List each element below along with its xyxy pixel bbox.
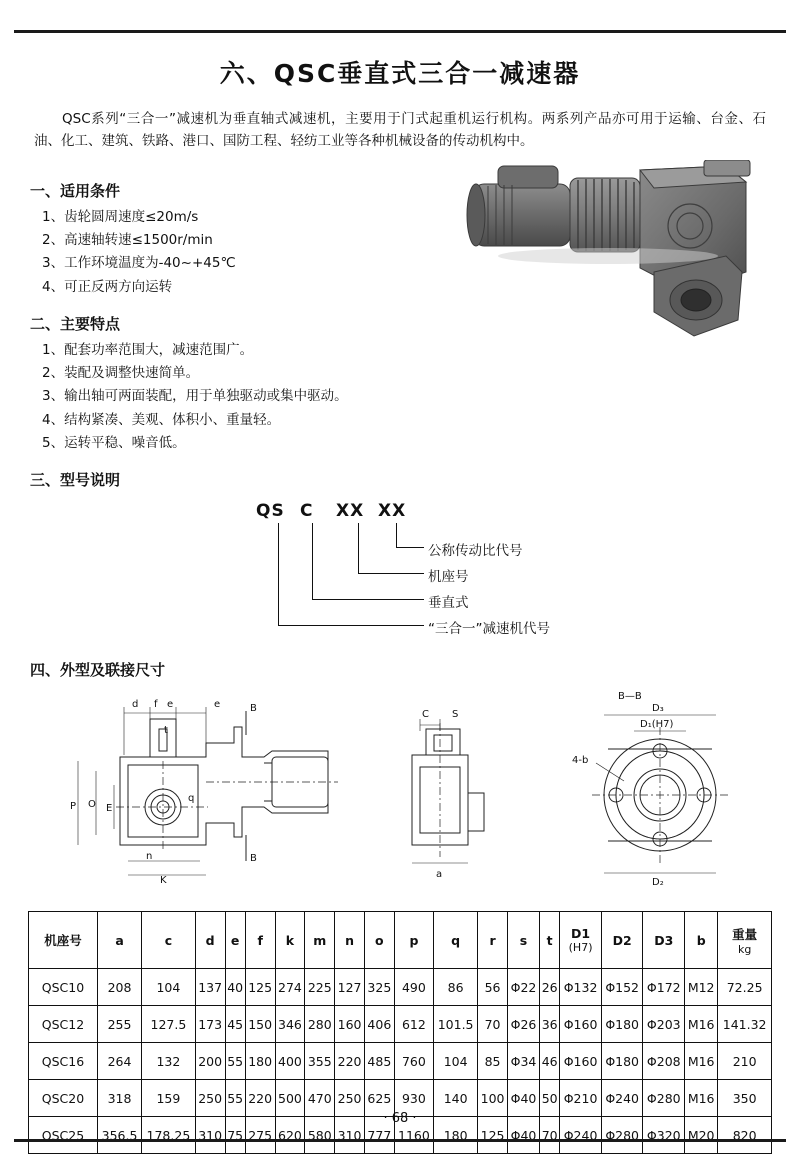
cell: 208 (98, 969, 142, 1006)
cell: Φ240 (601, 1080, 643, 1117)
col-header-s: s (507, 912, 539, 969)
cell: Φ208 (643, 1043, 685, 1080)
cell: 141.32 (718, 1006, 772, 1043)
cell: 350 (718, 1080, 772, 1117)
cell: Φ172 (643, 969, 685, 1006)
leader-line-4-h (278, 625, 424, 626)
cell-model: QSC12 (29, 1006, 98, 1043)
cell: Φ280 (643, 1080, 685, 1117)
cell: 406 (364, 1006, 394, 1043)
col-header-d3: D3 (643, 912, 685, 969)
svg-text:a: a (436, 869, 443, 880)
cell: Φ203 (643, 1006, 685, 1043)
left-column (28, 166, 458, 455)
cell: 86 (434, 969, 478, 1006)
col-header-n: n (335, 912, 365, 969)
section-2-list (42, 339, 458, 455)
svg-text:D₁(H7): D₁(H7) (640, 719, 674, 730)
model-code-seg-2: C (300, 501, 314, 521)
cell: 210 (718, 1043, 772, 1080)
cell: 85 (478, 1043, 508, 1080)
cell: Φ160 (560, 1043, 602, 1080)
cell: 275 (245, 1117, 275, 1154)
conditions-and-photo (28, 166, 772, 455)
svg-text:f: f (154, 699, 158, 710)
model-code-diagram (28, 495, 772, 645)
cell: 274 (275, 969, 305, 1006)
cell: 36 (540, 1006, 560, 1043)
cell: 160 (335, 1006, 365, 1043)
svg-text:O: O (88, 799, 96, 810)
dimension-drawings (28, 685, 772, 905)
col-header-c: c (142, 912, 196, 969)
section-1-list (42, 206, 458, 299)
cell: 255 (98, 1006, 142, 1043)
cell: 125 (478, 1117, 508, 1154)
list-item: 1、配套功率范围大，减速范围广。 (42, 341, 254, 358)
cell: Φ180 (601, 1006, 643, 1043)
list-item: 4、结构紧凑、美观、体积小、重量轻。 (42, 411, 281, 428)
section-heading-1: 一、适用条件 (30, 182, 121, 201)
list-item: 5、运转平稳、噪音低。 (42, 434, 186, 451)
cell: 400 (275, 1043, 305, 1080)
cell: M12 (685, 969, 718, 1006)
cell: 250 (195, 1080, 225, 1117)
drawings-svg (28, 685, 772, 903)
col-header-d2: D2 (601, 912, 643, 969)
cell: 356.5 (98, 1117, 142, 1154)
model-callout-3: 垂直式 (428, 595, 469, 611)
cell: 50 (540, 1080, 560, 1117)
model-code-seg-1: QS (256, 501, 285, 521)
cell: 127 (335, 969, 365, 1006)
list-item: 3、输出轴可两面装配，用于单独驱动或集中驱动。 (42, 388, 348, 405)
col-header-k: k (275, 912, 305, 969)
cell: Φ22 (507, 969, 539, 1006)
leader-line-1 (396, 523, 397, 547)
table-head (29, 912, 772, 969)
cell: 485 (364, 1043, 394, 1080)
cell: Φ132 (560, 969, 602, 1006)
table-row (29, 1006, 772, 1043)
list-item: 2、高速轴转速≤1500r/min (42, 232, 213, 249)
svg-text:t: t (164, 725, 168, 736)
cell: 620 (275, 1117, 305, 1154)
list-item: 4、可正反两方向运转 (42, 278, 173, 295)
cell: 625 (364, 1080, 394, 1117)
model-code-row (256, 501, 414, 521)
cell: 70 (540, 1117, 560, 1154)
svg-text:S: S (452, 709, 459, 720)
svg-text:C: C (422, 709, 429, 720)
model-callout-1: 公称传动比代号 (428, 543, 523, 559)
cell: 140 (434, 1080, 478, 1117)
cell: 318 (98, 1080, 142, 1117)
model-callout-2: 机座号 (428, 569, 469, 585)
leader-line-2 (358, 523, 359, 573)
col-header-t: t (540, 912, 560, 969)
gearbox-photo (458, 160, 772, 360)
cell: Φ40 (507, 1117, 539, 1154)
cell: 125 (245, 969, 275, 1006)
model-code-seg-3: XX (336, 501, 365, 521)
svg-text:D₂: D₂ (652, 877, 664, 888)
cell: 264 (98, 1043, 142, 1080)
cell: 159 (142, 1080, 196, 1117)
leader-line-2-h (358, 573, 424, 574)
cell: 56 (478, 969, 508, 1006)
svg-text:P: P (70, 801, 77, 812)
cell: 500 (275, 1080, 305, 1117)
cell: Φ40 (507, 1080, 539, 1117)
cell: 490 (394, 969, 433, 1006)
col-header-d1-sub: (H7) (568, 941, 593, 954)
col-header-p: p (394, 912, 433, 969)
cell: 225 (305, 969, 335, 1006)
cell: 127.5 (142, 1006, 196, 1043)
list-item: 3、工作环境温度为-40~+45℃ (42, 255, 236, 272)
col-header-r: r (478, 912, 508, 969)
svg-text:n: n (146, 851, 153, 862)
cell: 470 (305, 1080, 335, 1117)
top-divider (14, 30, 786, 33)
cell: 325 (364, 969, 394, 1006)
svg-text:D₃: D₃ (652, 703, 664, 714)
cell: Φ26 (507, 1006, 539, 1043)
cell: 180 (245, 1043, 275, 1080)
cell: 178.25 (142, 1117, 196, 1154)
table-header-row (29, 912, 772, 969)
cell: 280 (305, 1006, 335, 1043)
svg-text:E: E (106, 803, 113, 814)
cell: 355 (305, 1043, 335, 1080)
cell: 310 (335, 1117, 365, 1154)
cell: M20 (685, 1117, 718, 1154)
cell: 75 (225, 1117, 245, 1154)
cell-model: QSC10 (29, 969, 98, 1006)
cell: 46 (540, 1043, 560, 1080)
cell: 200 (195, 1043, 225, 1080)
col-header-d: d (195, 912, 225, 969)
cell: Φ34 (507, 1043, 539, 1080)
cell: M16 (685, 1080, 718, 1117)
col-header-e: e (225, 912, 245, 969)
cell: 70 (478, 1006, 508, 1043)
cell-model: QSC16 (29, 1043, 98, 1080)
svg-text:e: e (214, 699, 221, 710)
col-header-d1 (560, 912, 602, 969)
svg-text:d: d (132, 699, 139, 710)
cell: 612 (394, 1006, 433, 1043)
cell: 72.25 (718, 969, 772, 1006)
svg-text:K: K (160, 875, 167, 886)
leader-line-3-h (312, 599, 424, 600)
cell: 1160 (394, 1117, 433, 1154)
cell: 250 (335, 1080, 365, 1117)
svg-text:4-b: 4-b (572, 755, 589, 766)
col-header-d1-main: D1 (571, 926, 591, 941)
cell: 173 (195, 1006, 225, 1043)
col-header-weight-sub: kg (737, 942, 752, 956)
col-header-o: o (364, 912, 394, 969)
list-item: 1、齿轮圆周速度≤20m/s (42, 209, 199, 226)
cell: 104 (434, 1043, 478, 1080)
cell: 150 (245, 1006, 275, 1043)
intro-text: QSC系列“三合一”减速机为垂直轴式减速机，主要用于门式起重机运行机构。两系列产品亦可用于运输、台金、石油、化工、建筑、铁路、港口、国防工程、轻纺工业等各种机械设备的传动机构中。 (34, 111, 766, 150)
cell: 930 (394, 1080, 433, 1117)
leader-line-4 (278, 523, 279, 625)
intro-paragraph (28, 108, 772, 153)
svg-text:B: B (250, 853, 257, 864)
cell: 40 (225, 969, 245, 1006)
col-header-weight-main: 重量 (732, 926, 758, 942)
cell: 100 (478, 1080, 508, 1117)
model-code-seg-4: XX (378, 501, 407, 521)
cell: 220 (335, 1043, 365, 1080)
cell: Φ280 (601, 1117, 643, 1154)
col-header-weight (718, 912, 772, 969)
cell: 777 (364, 1117, 394, 1154)
cell: Φ320 (643, 1117, 685, 1154)
leader-line-1-h (396, 547, 424, 548)
cell: 580 (305, 1117, 335, 1154)
col-header-model: 机座号 (29, 912, 98, 969)
cell: M16 (685, 1006, 718, 1043)
col-header-q: q (434, 912, 478, 969)
cell: 760 (394, 1043, 433, 1080)
page-number: · 68 · (383, 1111, 417, 1126)
cell: Φ152 (601, 969, 643, 1006)
cell: 310 (195, 1117, 225, 1154)
cell: 180 (434, 1117, 478, 1154)
svg-text:B: B (250, 703, 257, 714)
page-title: 六、QSC垂直式三合一减速器 (219, 59, 581, 88)
svg-text:e: e (167, 699, 174, 710)
section-heading-4: 四、外型及联接尺寸 (30, 661, 166, 679)
col-header-b: b (685, 912, 718, 969)
cell: Φ180 (601, 1043, 643, 1080)
cell-model: QSC20 (29, 1080, 98, 1117)
cell: M16 (685, 1043, 718, 1080)
cell: Φ160 (560, 1006, 602, 1043)
bottom-divider (14, 1139, 786, 1142)
cell: 220 (245, 1080, 275, 1117)
table-row (29, 1043, 772, 1080)
cell: 137 (195, 969, 225, 1006)
col-header-f: f (245, 912, 275, 969)
cell: 55 (225, 1080, 245, 1117)
svg-text:B—B: B—B (618, 691, 642, 702)
cell: Φ210 (560, 1080, 602, 1117)
table-row (29, 969, 772, 1006)
list-item: 2、装配及调整快速简单。 (42, 365, 200, 382)
cell: 346 (275, 1006, 305, 1043)
cell-model: QSC25 (29, 1117, 98, 1154)
cell: 104 (142, 969, 196, 1006)
cell: 132 (142, 1043, 196, 1080)
section-heading-2: 二、主要特点 (30, 314, 121, 333)
cell: 45 (225, 1006, 245, 1043)
section-heading-3: 三、型号说明 (30, 471, 121, 489)
cell: 26 (540, 969, 560, 1006)
svg-text:q: q (188, 793, 195, 804)
cell: 55 (225, 1043, 245, 1080)
model-callout-4: “三合一”减速机代号 (428, 621, 550, 637)
leader-line-3 (312, 523, 313, 599)
cell: 101.5 (434, 1006, 478, 1043)
cell: 820 (718, 1117, 772, 1154)
col-header-m: m (305, 912, 335, 969)
col-header-a: a (98, 912, 142, 969)
cell: Φ240 (560, 1117, 602, 1154)
